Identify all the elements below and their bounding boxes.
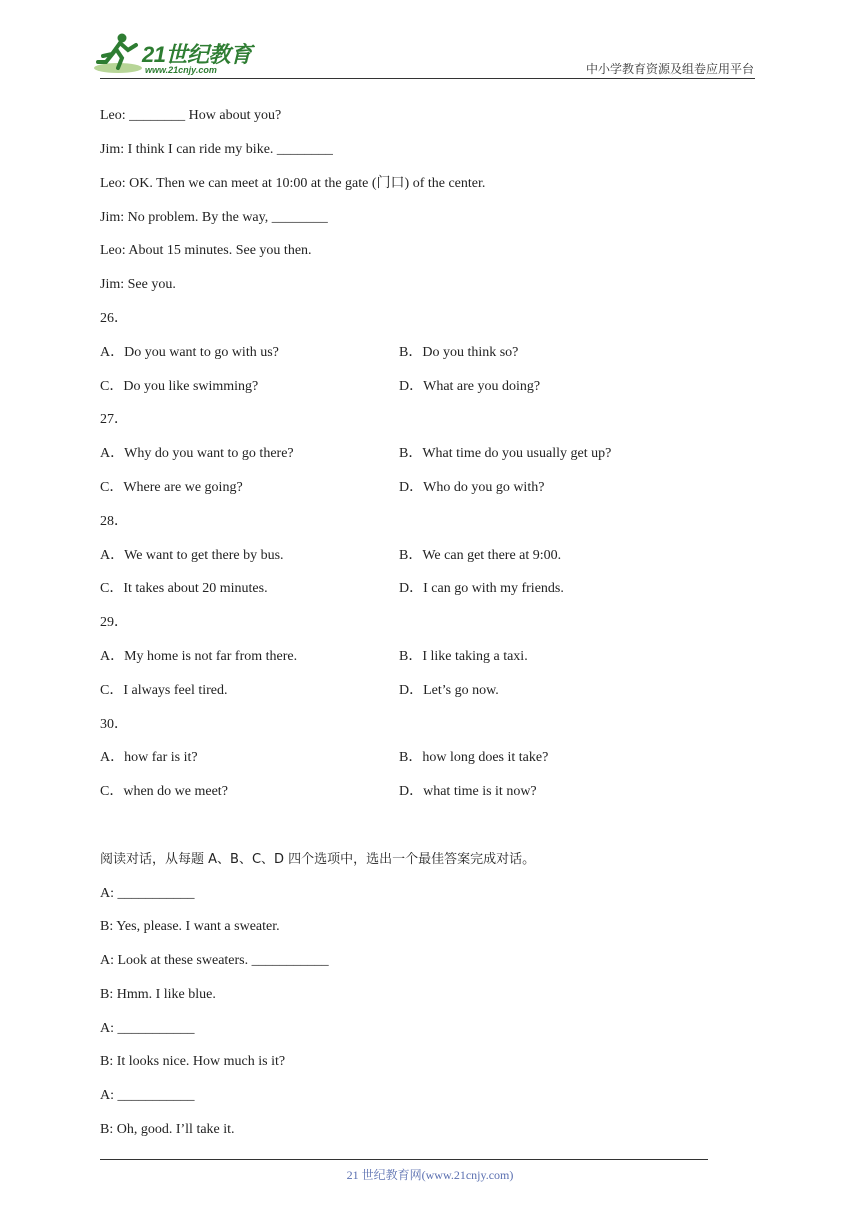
option-d[interactable]: D．Let’s go now. [399,683,499,698]
question-number: 26． [100,311,128,326]
platform-name: 中小学教育资源及组卷应用平台 [585,62,754,76]
option-d[interactable]: D．I can go with my friends. [399,581,564,596]
footer-link[interactable]: 21 世纪教育网(www.21cnjy.com) [346,1168,514,1182]
option-c[interactable]: C．Where are we going? [100,480,243,495]
section-instruction: 阅读对话，从每题 A、B、C、D 四个选项中，选出一个最佳答案完成对话。 [100,852,536,867]
dialogue-line: A: Look at these sweaters. ___________ [100,953,329,968]
page-header [0,0,860,86]
option-d[interactable]: D．what time is it now? [399,784,537,799]
dialogue-line: Leo: OK. Then we can meet at 10:00 at the gate (门口) of the center. [100,176,486,191]
option-b[interactable]: B．Do you think so? [399,345,519,360]
option-d[interactable]: D．Who do you go with? [399,480,545,495]
option-a[interactable]: A．We want to get there by bus. [100,548,284,563]
header-divider [100,78,755,79]
dialogue-line: A: ___________ [100,886,195,901]
option-a[interactable]: A．My home is not far from there. [100,649,298,664]
option-a[interactable]: A．Do you want to go with us? [100,345,279,360]
option-b[interactable]: B．I like taking a taxi. [399,649,528,664]
logo-title: 21世纪教育 [142,42,252,67]
dialogue-line: B: It looks nice. How much is it? [100,1054,286,1069]
dialogue-line: B: Yes, please. I want a sweater. [100,919,280,934]
option-a[interactable]: A．Why do you want to go there? [100,446,294,461]
option-c[interactable]: C．I always feel tired. [100,683,228,698]
dialogue-line: Jim: No problem. By the way, ________ [100,210,328,225]
option-c[interactable]: C．It takes about 20 minutes. [100,581,268,596]
dialogue-line: Leo: ________ How about you? [100,108,282,123]
question-number: 30． [100,717,128,732]
option-b[interactable]: B．What time do you usually get up? [399,446,612,461]
dialogue-line: Jim: I think I can ride my bike. ________ [100,142,333,157]
option-b[interactable]: B．how long does it take? [399,750,549,765]
logo-url: www.21cnjy.com [145,65,217,75]
dialogue-line: Leo: About 15 minutes. See you then. [100,243,312,258]
dialogue-line: B: Hmm. I like blue. [100,987,216,1002]
option-d[interactable]: D．What are you doing? [399,379,541,394]
option-c[interactable]: C．when do we meet? [100,784,228,799]
option-b[interactable]: B．We can get there at 9:00. [399,548,562,563]
question-number: 27． [100,412,128,427]
dialogue-line: A: ___________ [100,1088,195,1103]
question-number: 28． [100,514,128,529]
logo [92,30,262,80]
runner-logo-icon [92,32,144,76]
option-c[interactable]: C．Do you like swimming? [100,379,259,394]
dialogue-line: Jim: See you. [100,277,176,292]
dialogue-line: B: Oh, good. I’ll take it. [100,1122,235,1137]
dialogue-line: A: ___________ [100,1021,195,1036]
footer-divider [100,1159,708,1160]
option-a[interactable]: A．how far is it? [100,750,198,765]
question-number: 29． [100,615,128,630]
